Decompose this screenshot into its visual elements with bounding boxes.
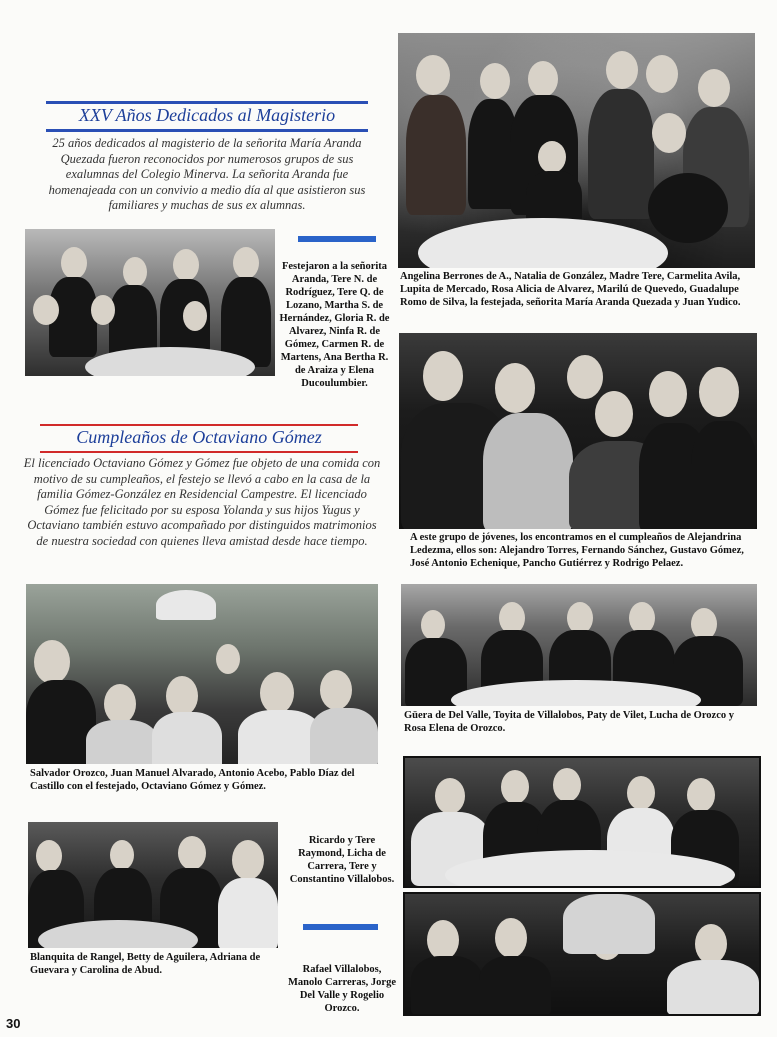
photo-men-group <box>403 892 761 1016</box>
section2-intro: El licenciado Octaviano Gómez y Gómez fue objeto de una comida con motivo de su cumpleaños, el festejo se llevó a cabo en la casa de la familia Gómez-González en Residencial Campestre. El licenciado Gómez fue felicitado por su esposa Yolanda y sus hijos Yugus y Octaviano también estuvo acompañado por distinguidos matrimonios de nuestra sociedad con quienes lleva amistad desde hace tiempo. <box>23 456 381 548</box>
caption-ricardo: Ricardo y Tere Raymond, Licha de Carrera, Tere y Constantino Villalobos. <box>289 835 395 885</box>
section2-title: Cumpleaños de Octaviano Gómez <box>76 427 322 447</box>
photo-ladies-table <box>401 584 757 706</box>
section1-top-rule <box>46 101 368 104</box>
section1-intro: 25 años dedicados al magisterio de la señorita María Aranda Quezada fueron reconocidos por numerosos grupos de sus exalumnas del Colegio Minerva. La señorita Aranda fue homenajeada con un convivio a medio día al que asistieron sus familiares y muchas de sus ex alumnas. <box>48 136 366 212</box>
section2-bottom-rule <box>40 451 358 453</box>
caption-youth: A este grupo de jóvenes, los encontramos en el cumpleaños de Alejandrina Ledezma, ellos son: Alejandro Torres, Fernando Sánchez, Gustavo Gómez, José Antonio Echenique, Pancho Gutiérrez y Rodrigo Pelaez. <box>410 532 744 569</box>
section1-title: XXV Años Dedicados al Magisterio <box>78 105 336 125</box>
photo-blanquita-group <box>28 822 278 948</box>
photo-former-students <box>25 229 275 376</box>
caption-rafael-bar <box>303 924 378 930</box>
caption-rafael: Rafael Villalobos, Manolo Carreras, Jorge Del Valle y Rogelio Orozco. <box>288 964 396 1014</box>
caption-garden: Salvador Orozco, Juan Manuel Alvarado, Antonio Acebo, Pablo Díaz del Castillo con el festejado, Octaviano Gómez y Gómez. <box>30 768 355 792</box>
photo-dinner-table <box>403 756 761 888</box>
caption-ladies: Güera de Del Valle, Toyita de Villalobos, Paty de Vilet, Lucha de Orozco y Rosa Elena de Orozco. <box>404 710 734 734</box>
section1-bottom-rule <box>46 129 368 132</box>
section2-top-rule <box>40 424 358 426</box>
page-number: 30 <box>6 1016 21 1031</box>
caption-blanquita: Blanquita de Rangel, Betty de Aguilera, Adriana de Guevara y Carolina de Abud. <box>30 952 261 976</box>
photo-teachers-group <box>398 33 755 268</box>
caption-side-bar <box>298 236 376 242</box>
photo-youth-group <box>399 333 757 529</box>
caption-top-right: Angelina Berrones de A., Natalia de González, Madre Tere, Carmelita Avila, Lupita de Mercado, Rosa Alicia de Alvarez, Marilú de Quevedo, Guadalupe Romo de Silva, la festejada, señorita María Aranda Quezada y Juan Yudico. <box>400 271 741 308</box>
photo-garden-party <box>26 584 378 764</box>
caption-side: Festejaron a la señorita Aranda, Tere N. de Rodríguez, Tere Q. de Lozano, Martha S. de Hernández, Gloria R. de Alvarez, Ninfa R. de Gómez, Carmen R. de Martens, Ana Bertha R. de Araiza y Elena Ducoulumbier. <box>279 261 390 389</box>
